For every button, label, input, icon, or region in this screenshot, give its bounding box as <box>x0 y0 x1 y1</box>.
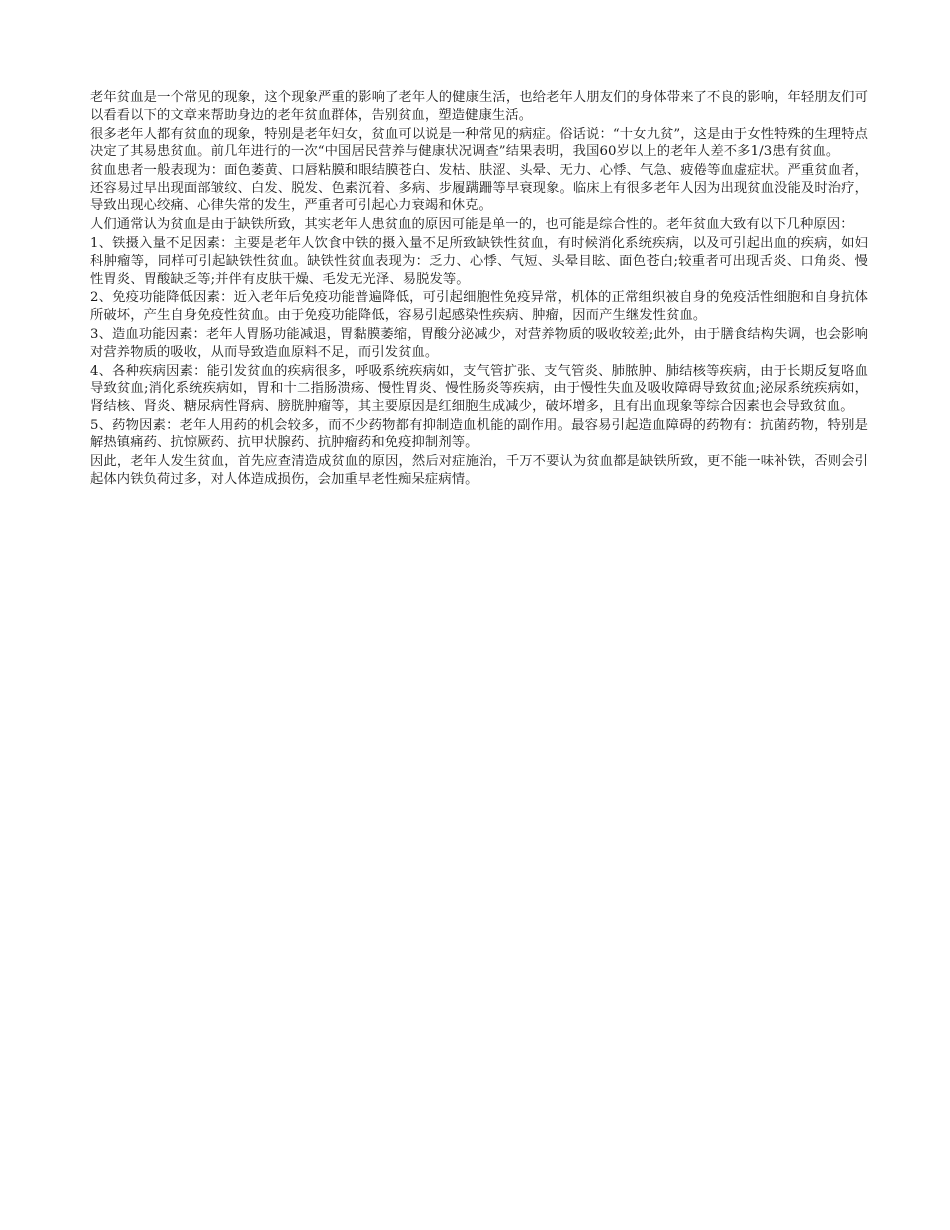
paragraph-cause-immunity: 2、免疫功能降低因素：近入老年后免疫功能普遍降低，可引起细胞性免疫异常，机体的正常组织被自身的免疫活性细胞和自身抗体所破坏，产生自身免疫性贫血。由于免疫功能降低，容易引起感染性疾病、肿瘤，因而产生继发性贫血。 <box>90 290 868 324</box>
paragraph-cause-diseases: 4、各种疾病因素：能引发贫血的疾病很多，呼吸系统疾病如，支气管扩张、支气管炎、肺脓肿、肺结核等疾病，由于长期反复咯血导致贫血;消化系统疾病如，胃和十二指肠溃疡、慢性胃炎、慢性肠炎等疾病，由于慢性失血及吸收障碍导致贫血;泌尿系统疾病如，肾结核、肾炎、糖尿病性肾病、膀胱肿瘤等，其主要原因是红细胞生成减少，破坏增多，且有出血现象等综合因素也会导致贫血。 <box>90 363 868 414</box>
paragraph-cause-iron: 1、铁摄入量不足因素：主要是老年人饮食中铁的摄入量不足所致缺铁性贫血，有时候消化系统疾病，以及可引起出血的疾病，如妇科肿瘤等，同样可引起缺铁性贫血。缺铁性贫血表现为：乏力、心悸、气短、头晕目眩、面色苍白;较重者可出现舌炎、口角炎、慢性胃炎、胃酸缺乏等;并伴有皮肤干燥、毛发无光泽、易脱发等。 <box>90 236 868 287</box>
paragraph-prevalence: 很多老年人都有贫血的现象，特别是老年妇女，贫血可以说是一种常见的病症。俗话说：“十女九贫”，这是由于女性特殊的生理特点决定了其易患贫血。前几年进行的一次“中国居民营养与健康状况调查”结果表明，我国60岁以上的老年人差不多1/3患有贫血。 <box>90 126 868 160</box>
article-body <box>90 89 868 490</box>
paragraph-conclusion: 因此，老年人发生贫血，首先应查清造成贫血的原因，然后对症施治，千万不要认为贫血都是缺铁所致，更不能一味补铁，否则会引起体内铁负荷过多，对人体造成损伤，会加重早老性痴呆症病情。 <box>90 454 868 487</box>
paragraph-causes-intro: 人们通常认为贫血是由于缺铁所致，其实老年人患贫血的原因可能是单一的，也可能是综合性的。老年贫血大致有以下几种原因： <box>90 217 854 233</box>
paragraph-cause-drugs: 5、药物因素：老年人用药的机会较多，而不少药物都有抑制造血机能的副作用。最容易引起造血障碍的药物有：抗菌药物，特别是解热镇痛药、抗惊厥药、抗甲状腺药、抗肿瘤药和免疫抑制剂等。 <box>90 417 868 451</box>
paragraph-cause-hematopoiesis: 3、造血功能因素：老年人胃肠功能减退，胃黏膜萎缩，胃酸分泌减少，对营养物质的吸收较差;此外，由于膳食结构失调，也会影响对营养物质的吸收，从而导致造血原料不足，而引发贫血。 <box>90 327 868 360</box>
paragraph-intro: 老年贫血是一个常见的现象，这个现象严重的影响了老年人的健康生活，也给老年人朋友们的身体带来了不良的影响，年轻朋友们可以看看以下的文章来帮助身边的老年贫血群体，告别贫血，塑造健康生活。 <box>90 90 868 123</box>
paragraph-symptoms: 贫血患者一般表现为：面色萎黄、口唇粘膜和眼结膜苍白、发枯、肤涩、头晕、无力、心悸、气急、疲倦等血虚症状。严重贫血者，还容易过早出现面部皱纹、白发、脱发、色素沉着、多病、步履蹒跚等早衰现象。临床上有很多老年人因为出现贫血没能及时治疗，导致出现心绞痛、心律失常的发生，严重者可引起心力衰竭和休克。 <box>90 163 868 214</box>
